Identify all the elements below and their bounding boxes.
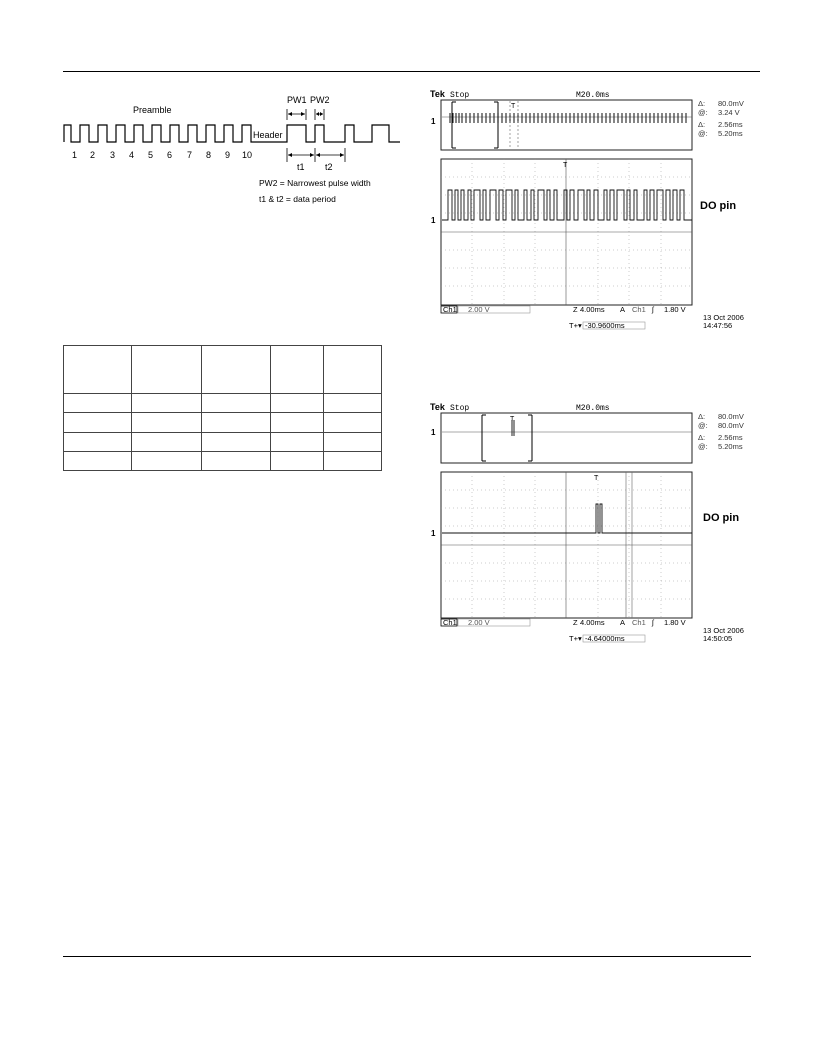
zoom-window-bracket: [452, 102, 498, 148]
tek-brand: Tek: [430, 89, 445, 99]
pulse-number: 8: [206, 150, 212, 160]
pulse-number: 10: [242, 150, 253, 160]
top-rule: [63, 71, 760, 72]
capture-date: 13 Oct 2006: [703, 626, 744, 635]
trigger-offset-symbol: T+▾: [569, 634, 582, 643]
capture-time: 14:50:05: [703, 634, 733, 643]
channel-marker-icon: 1: [431, 428, 436, 437]
cursor-at-t: 5.20ms: [718, 129, 743, 138]
table-row: [64, 394, 382, 413]
trigger-marker-icon: T: [594, 475, 599, 482]
cursor-delta-v: 80.0mV: [718, 99, 744, 108]
zoom-label: Z: [573, 618, 578, 627]
trigger-level: 1.80 V: [664, 305, 686, 314]
trigger-offset-symbol: T+▾: [569, 321, 582, 330]
pulse-number: 3: [110, 150, 116, 160]
channel-marker-icon: 1: [431, 216, 436, 225]
pulse-numbers: [72, 150, 252, 160]
capture-date: 13 Oct 2006: [703, 313, 744, 322]
scope-capture-top: [428, 87, 768, 332]
table-cell: [324, 346, 382, 394]
pulse-number: 6: [167, 150, 173, 160]
trigger-slope-icon: ʃ: [652, 618, 654, 627]
overview-activity: [450, 113, 686, 123]
timebase: M20.0ms: [576, 91, 610, 100]
cursor-delta-t-label: Δ:: [698, 433, 706, 442]
pulse-number: 1: [72, 150, 78, 160]
acquisition-state: Stop: [450, 91, 470, 100]
pin-label: DO pin: [703, 512, 740, 524]
trigger-mode: A: [620, 305, 626, 314]
ch1-scale: 2.00 V: [468, 618, 490, 627]
zoom-scale: 4.00ms: [580, 618, 605, 627]
pulse-number: 5: [148, 150, 154, 160]
trigger-offset: -30.9600ms: [585, 321, 625, 330]
ch1-label: Ch1: [443, 618, 457, 627]
cursor-at-t-label: @:: [698, 442, 708, 451]
table-cell: [202, 346, 271, 394]
trigger-source: Ch1: [632, 618, 646, 627]
pw1-label: PW1: [287, 95, 307, 105]
trigger-marker-icon: T: [563, 162, 568, 169]
t1-label: t1: [297, 162, 305, 172]
header-label: Header: [253, 130, 283, 140]
channel-marker-icon: 1: [431, 529, 436, 538]
cursor-delta-t: 2.56ms: [718, 120, 743, 129]
cursor-at-v: 80.0mV: [718, 421, 744, 430]
cursor-at-v-label: @:: [698, 421, 708, 430]
trigger-mode: A: [620, 618, 626, 627]
bottom-rule: [63, 956, 751, 957]
overview-box: [441, 100, 692, 150]
pulse-number: 7: [187, 150, 193, 160]
table-row: [64, 432, 382, 451]
trigger-marker-icon: T: [510, 416, 515, 423]
cursor-delta-v-label: Δ:: [698, 412, 706, 421]
timebase: M20.0ms: [576, 404, 610, 413]
cursor-at-t-label: @:: [698, 129, 708, 138]
tek-brand: Tek: [430, 402, 445, 412]
pulse-number: 9: [225, 150, 231, 160]
trigger-source: Ch1: [632, 305, 646, 314]
pw2-note: PW2 = Narrowest pulse width: [259, 178, 371, 188]
cursor-at-v: 3.24 V: [718, 108, 740, 117]
ch1-scale: 2.00 V: [468, 305, 490, 314]
trigger-slope-icon: ʃ: [652, 305, 654, 314]
cursor-at-v-label: @:: [698, 108, 708, 117]
t2-label: t2: [325, 162, 333, 172]
capture-time: 14:47:56: [703, 321, 733, 330]
pw2-label: PW2: [310, 95, 330, 105]
trigger-marker-icon: T: [511, 103, 516, 110]
period-note: t1 & t2 = data period: [259, 194, 336, 204]
table-row: [64, 451, 382, 470]
table-cell: [271, 346, 324, 394]
table-row: [64, 413, 382, 432]
trigger-offset: -4.64000ms: [585, 634, 625, 643]
zoom-window-bracket: [482, 415, 532, 461]
zoom-scale: 4.00ms: [580, 305, 605, 314]
pulse-number: 4: [129, 150, 135, 160]
ch1-label: Ch1: [443, 305, 457, 314]
data-table: [63, 345, 382, 471]
cursor-delta-v: 80.0mV: [718, 412, 744, 421]
preamble-waveform: [64, 125, 400, 142]
cursor-delta-t: 2.56ms: [718, 433, 743, 442]
scope-capture-bottom: [428, 400, 768, 645]
acquisition-state: Stop: [450, 404, 470, 413]
cursor-delta-t-label: Δ:: [698, 120, 706, 129]
overview-box: [441, 413, 692, 463]
cursor-at-t: 5.20ms: [718, 442, 743, 451]
cursor-delta-v-label: Δ:: [698, 99, 706, 108]
zoom-label: Z: [573, 305, 578, 314]
pulse-number: 2: [90, 150, 96, 160]
channel-marker-icon: 1: [431, 117, 436, 126]
table-cell: [132, 346, 202, 394]
pin-label: DO pin: [700, 200, 737, 212]
trigger-level: 1.80 V: [664, 618, 686, 627]
preamble-label: Preamble: [133, 105, 172, 115]
dimension-lines: [287, 109, 345, 162]
table-cell: [64, 346, 132, 394]
